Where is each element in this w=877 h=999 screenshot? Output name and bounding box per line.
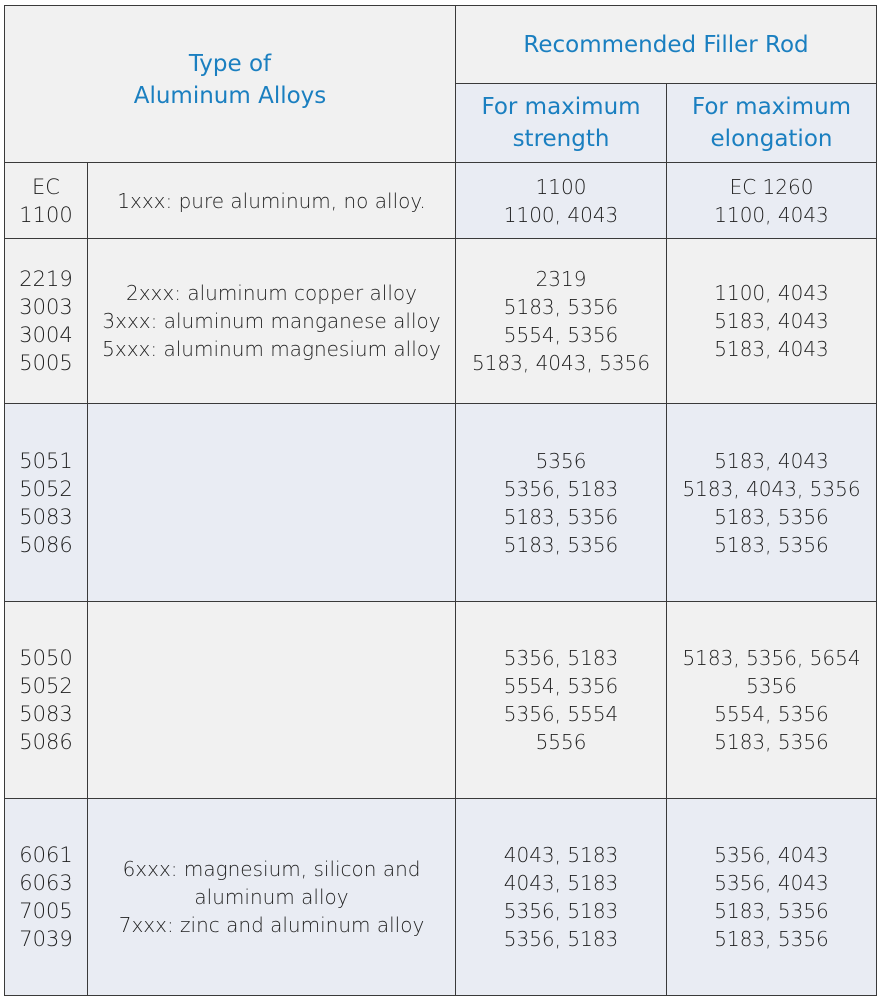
alloy-description [88, 404, 456, 602]
table-row [5, 799, 877, 996]
max-elongation-value: EC 1260 1100, 4043 [667, 163, 877, 239]
max-elongation-value: 1100, 4043 5183, 4043 5183, 4043 [667, 239, 877, 404]
table-row [5, 239, 877, 404]
max-elongation-value: 5183, 4043 5183, 4043, 5356 5183, 5356 5183, 5356 [667, 404, 877, 602]
max-strength-header: For maximum strength [456, 84, 667, 163]
max-strength-value: 2319 5183, 5356 5554, 5356 5183, 4043, 5356 [456, 239, 667, 404]
max-strength-value: 5356 5356, 5183 5183, 5356 5183, 5356 [456, 404, 667, 602]
type-of-alloys-header: Type of Aluminum Alloys [5, 6, 456, 163]
max-elongation-value: 5183, 5356, 5654 5356 5554, 5356 5183, 5356 [667, 602, 877, 799]
max-elongation-value: 5356, 4043 5356, 4043 5183, 5356 5183, 5356 [667, 799, 877, 996]
max-strength-value: 1100 1100, 4043 [456, 163, 667, 239]
filler-rod-table [4, 5, 877, 996]
alloy-codes: 6061 6063 7005 7039 [5, 799, 88, 996]
alloy-codes: 5051 5052 5083 5086 [5, 404, 88, 602]
recommended-filler-rod-header: Recommended Filler Rod [456, 6, 877, 84]
table-row [5, 404, 877, 602]
max-strength-value: 4043, 5183 4043, 5183 5356, 5183 5356, 5183 [456, 799, 667, 996]
max-strength-value: 5356, 5183 5554, 5356 5356, 5554 5556 [456, 602, 667, 799]
table-row [5, 602, 877, 799]
alloy-description: 1xxx: pure aluminum, no alloy. [88, 163, 456, 239]
alloy-description: 6xxx: magnesium, silicon and aluminum alloy 7xxx: zinc and aluminum alloy [88, 799, 456, 996]
table-row [5, 163, 877, 239]
alloy-codes: EC 1100 [5, 163, 88, 239]
alloy-codes: 2219 3003 3004 5005 [5, 239, 88, 404]
alloy-description: 2xxx: aluminum copper alloy 3xxx: aluminum manganese alloy 5xxx: aluminum magnesium alloy [88, 239, 456, 404]
alloy-codes: 5050 5052 5083 5086 [5, 602, 88, 799]
alloy-description [88, 602, 456, 799]
max-elongation-header: For maximum elongation [667, 84, 877, 163]
